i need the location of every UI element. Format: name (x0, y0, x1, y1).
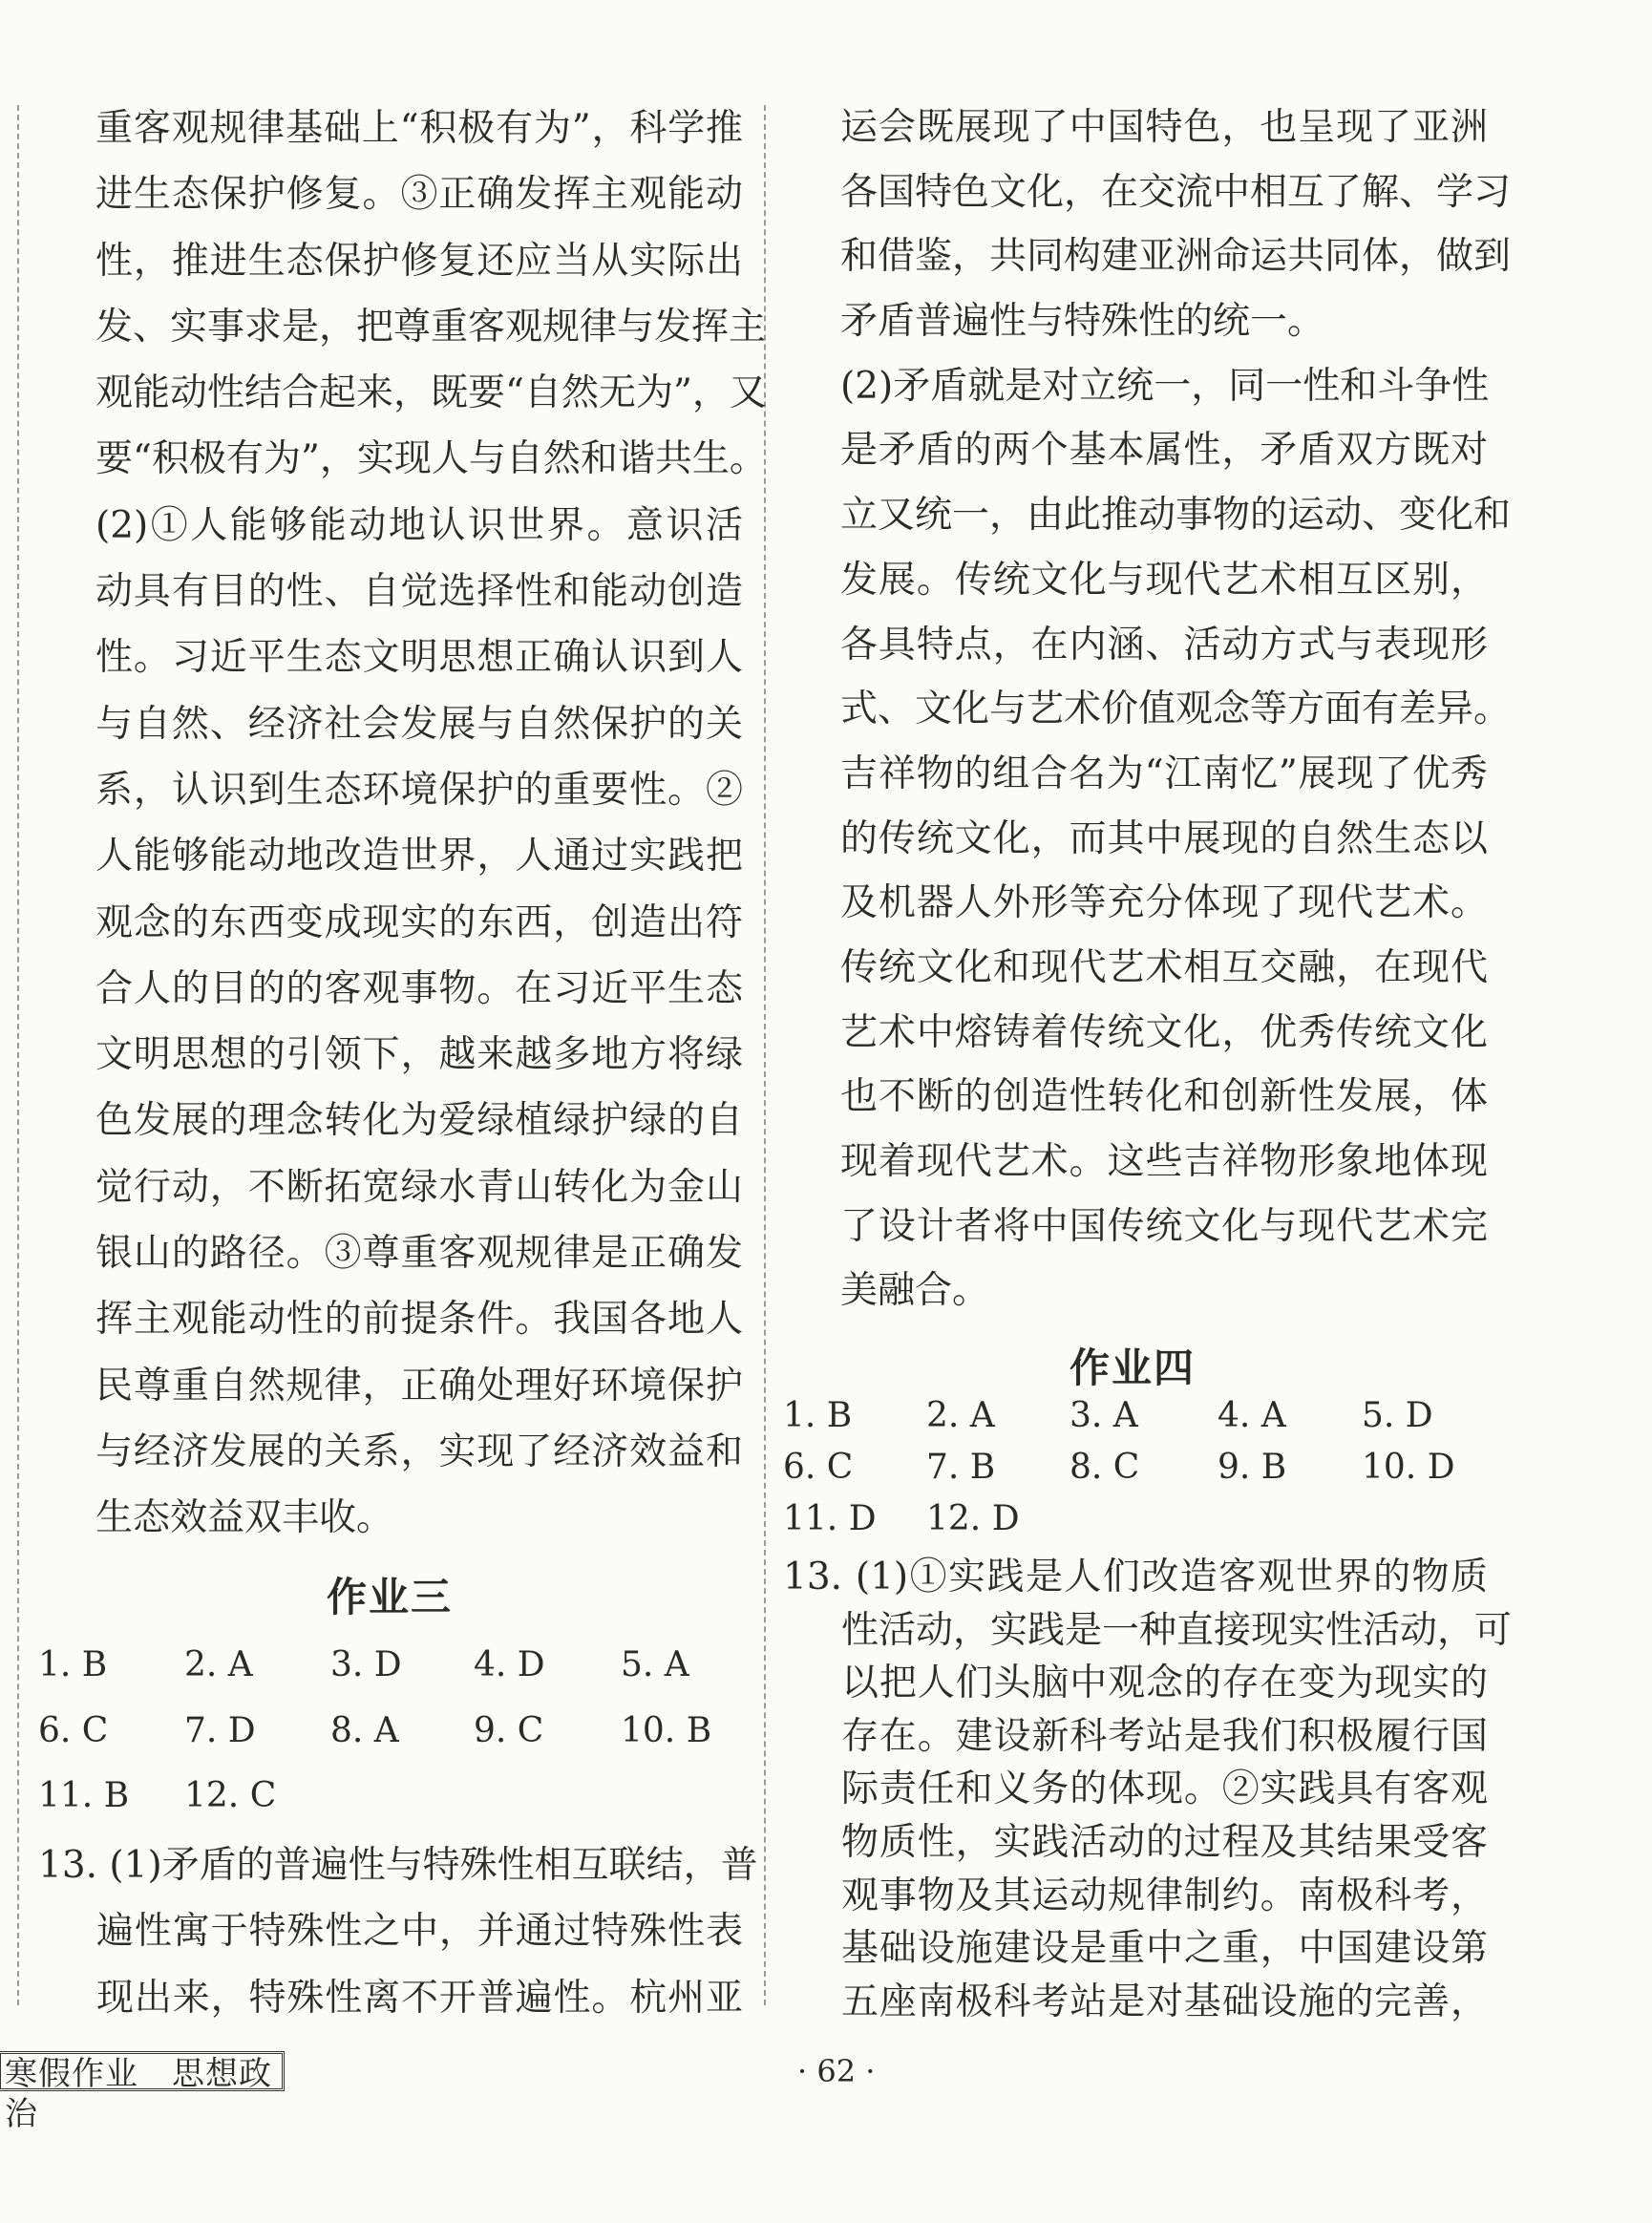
text-line: 际责任和义务的体现。②实践具有客观 (841, 1768, 1488, 1811)
text-line: 运会既展现了中国特色，也呈现了亚洲 (840, 106, 1488, 149)
answer-item: 5. A (621, 1645, 689, 1684)
answer-item: 6. C (783, 1448, 854, 1487)
text-line: 现着现代艺术。这些吉祥物形象地体现 (840, 1140, 1488, 1183)
answer-item: 1. B (38, 1645, 108, 1684)
text-line: 的传统文化，而其中展现的自然生态以 (840, 816, 1488, 860)
answer-item: 5. D (1362, 1396, 1433, 1435)
text-line: 13. (1)①实践是人们改造客观世界的物质 (783, 1556, 1488, 1598)
text-line: 文明思想的引领下，越来越多地方将绿 (95, 1033, 743, 1077)
answer-item: 7. D (184, 1711, 256, 1750)
text-line: 艺术中熔铸着传统文化，优秀传统文化 (840, 1010, 1488, 1054)
answer-item: 9. C (474, 1711, 544, 1750)
text-line: 进生态保护修复。③正确发挥主观能动 (95, 173, 743, 217)
answer-item: 4. A (1218, 1396, 1286, 1435)
text-line: 立又统一，由此推动事物的运动、变化和 (840, 494, 1512, 538)
right-column-text (840, 95, 1512, 1323)
text-line: 民尊重自然规律，正确处理好环境保护 (95, 1364, 743, 1408)
text-line: 基础设施建设是重中之重，中国建设第 (841, 1927, 1488, 1971)
text-line: 与经济发展的关系，实现了经济效益和 (95, 1429, 743, 1473)
homework-4-question-13 (783, 1551, 1513, 2028)
answer-item: 10. B (621, 1711, 712, 1750)
text-line: 觉行动，不断拓宽绿水青山转化为金山 (95, 1165, 743, 1209)
text-line: 观事物及其运动规律制约。南极科考， (841, 1874, 1488, 1917)
text-line: 各国特色文化，在交流中相互了解、学习 (840, 170, 1512, 214)
homework-3-question-13 (38, 1832, 758, 2031)
text-line: 系，认识到生态环境保护的重要性。② (95, 768, 743, 812)
text-line: 美融合。 (840, 1269, 990, 1313)
text-line: 动具有目的性、自觉选择性和能动创造 (95, 570, 743, 614)
book-label: 寒假作业 思想政治 (0, 2051, 285, 2091)
text-line: 性，推进生态保护修复还应当从实际出 (95, 239, 743, 283)
text-line: 要“积极有为”，实现人与自然和谐共生。 (95, 437, 767, 481)
text-line: 现出来，特殊性离不开普遍性。杭州亚 (96, 1976, 743, 2020)
text-line: 发展。传统文化与现代艺术相互区别， (840, 558, 1488, 602)
text-line: 观念的东西变成现实的东西，创造出符 (95, 900, 743, 944)
text-line: 五座南极科考站是对基础设施的完善， (841, 1980, 1488, 2023)
answer-item: 9. B (1218, 1448, 1287, 1487)
text-line: 性。习近平生态文明思想正确认识到人 (95, 636, 743, 680)
text-line: 与自然、经济社会发展与自然保护的关 (95, 702, 743, 746)
answer-item: 11. B (38, 1776, 130, 1815)
answer-item: 2. A (184, 1645, 253, 1684)
text-line: 传统文化和现代艺术相互交融，在现代 (840, 945, 1488, 989)
text-line: 合人的目的的客观事物。在习近平生态 (95, 966, 743, 1010)
text-line: 重客观规律基础上“积极有为”，科学推 (95, 107, 743, 150)
text-line: 生态效益双丰收。 (95, 1496, 394, 1540)
text-line: 矛盾普遍性与特殊性的统一。 (840, 300, 1325, 344)
text-line: 观能动性结合起来，既要“自然无为”，又 (95, 371, 767, 415)
text-line: (2)矛盾就是对立统一，同一性和斗争性 (840, 364, 1490, 408)
text-line: 和借鉴，共同构建亚洲命运共同体，做到 (840, 235, 1512, 279)
text-line: 银山的路径。③尊重客观规律是正确发 (95, 1232, 743, 1276)
text-line: 式、文化与艺术价值观念等方面有差异。 (840, 688, 1512, 731)
text-line: 性活动，实践是一种直接现实性活动，可 (841, 1608, 1513, 1652)
answer-item: 12. C (184, 1776, 277, 1815)
text-line: 各具特点，在内涵、活动方式与表现形 (840, 623, 1488, 667)
text-line: 物质性，实践活动的过程及其结果受客 (841, 1820, 1488, 1864)
text-line: 色发展的理念转化为爱绿植绿护绿的自 (95, 1099, 743, 1143)
text-line: 吉祥物的组合名为“江南忆”展现了优秀 (840, 752, 1488, 795)
answer-item: 10. D (1362, 1448, 1455, 1487)
text-line: 挥主观能动性的前提条件。我国各地人 (95, 1298, 743, 1342)
page-number: · 62 · (797, 2053, 876, 2089)
answer-item: 1. B (783, 1396, 853, 1435)
text-line: 13. (1)矛盾的普遍性与特殊性相互联结，普 (38, 1844, 758, 1887)
answer-item: 11. D (783, 1499, 877, 1538)
left-column-text (95, 95, 767, 1552)
text-line: 了设计者将中国传统文化与现代艺术完 (840, 1204, 1488, 1248)
answer-item: 4. D (474, 1645, 545, 1684)
answer-item: 3. D (330, 1645, 402, 1684)
text-line: 遍性寓于特殊性之中，并通过特殊性表 (96, 1910, 743, 1954)
text-line: 发、实事求是，把尊重客观规律与发挥主 (95, 305, 767, 349)
answer-item: 8. A (330, 1711, 399, 1750)
text-line: 以把人们头脑中观念的存在变为现实的 (841, 1662, 1488, 1705)
answer-item: 2. A (926, 1396, 995, 1435)
left-margin-dashed-line (17, 105, 19, 2005)
text-line: (2)①人能够能动地认识世界。意识活 (95, 503, 743, 547)
section-title-homework-3: 作业三 (327, 1574, 454, 1620)
section-title-homework-4: 作业四 (1070, 1344, 1197, 1391)
answer-item: 3. A (1070, 1396, 1138, 1435)
text-line: 是矛盾的两个基本属性，矛盾双方既对 (840, 429, 1488, 473)
answer-item: 7. B (926, 1448, 996, 1487)
answer-item: 8. C (1070, 1448, 1140, 1487)
text-line: 存在。建设新科考站是我们积极履行国 (841, 1714, 1488, 1758)
answer-item: 12. D (926, 1499, 1020, 1538)
answer-item: 6. C (38, 1711, 109, 1750)
text-line: 及机器人外形等充分体现了现代艺术。 (840, 881, 1488, 925)
text-line: 人能够能动地改造世界，人通过实践把 (95, 835, 743, 879)
text-line: 也不断的创造性转化和创新性发展，体 (840, 1075, 1488, 1119)
